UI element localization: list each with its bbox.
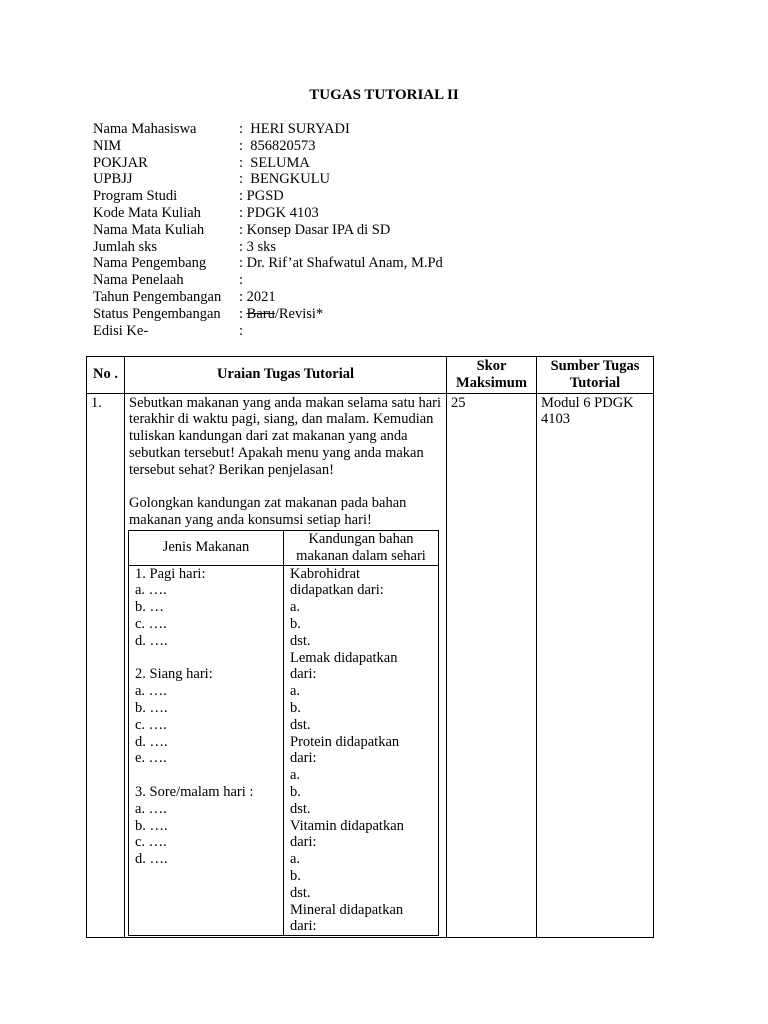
header-sumber: Sumber Tugas Tutorial [537,357,654,394]
food-content-line: a. [290,683,301,700]
food-content-line: dst. [290,716,311,733]
header-no: No . [87,357,125,394]
info-label: Jumlah sks [93,238,158,255]
info-separator: : [239,171,251,188]
info-label: Tahun Pengembangan [93,288,222,305]
info-value: 856820573 [250,137,316,154]
food-type-line: c. …. [135,834,167,851]
info-separator: : [239,305,247,322]
table-header-row [87,357,654,394]
task-paragraph-1: Sebutkan makanan yang anda makan selama satu hari terakhir di waktu pagi, siang, dan malam. Kemudian tuliskan kandungan dari zat makanan yang anda sebutkan tersebut! Apakah menu yang anda makan tersebut sehat? Berikan penjelasan! [129,394,442,478]
student-info-block [93,121,443,339]
header-skor: Skor Maksimum [447,357,537,394]
task-paragraph-2: Golongkan kandungan zat makanan pada bahan makanan yang anda konsumsi setiap hari! [129,495,407,529]
food-type-line: d. …. [135,851,168,868]
info-value: 3 sks [246,238,277,255]
info-separator: : [239,255,247,272]
info-value: HERI SURYADI [250,121,350,137]
info-label: Status Pengembangan [93,305,221,322]
row-source: Modul 6 PDGK 4103 [537,393,654,938]
food-content-line: dst. [290,884,311,901]
food-type-line [135,767,277,784]
document-title: TUGAS TUTORIAL II [309,87,459,103]
info-label: Nama Mahasiswa [93,121,197,137]
info-row [93,272,443,289]
info-row [93,121,443,138]
food-type-line: c. …. [135,716,167,733]
food-type-line: d. …. [135,632,168,649]
info-value-struck: Baru [246,305,275,322]
info-row [93,155,443,172]
info-separator: : [239,272,244,289]
food-type-line: a. …. [135,582,167,599]
info-label: Program Studi [93,188,178,205]
info-value: Konsep Dasar IPA di SD [246,221,391,238]
info-row [93,239,443,256]
info-row [93,188,443,205]
food-type-line: 1. Pagi hari: [135,565,206,582]
info-label: POKJAR [93,154,148,171]
info-separator: : [239,154,251,171]
info-value: Dr. Rif’at Shafwatul Anam, M.Pd [246,255,443,272]
info-label: Nama Pengembang [93,255,207,272]
food-type-line [135,650,277,667]
header-uraian: Uraian Tugas Tutorial [125,357,447,394]
info-separator: : [239,238,247,255]
info-label: Edisi Ke- [93,322,149,339]
info-value: /Revisi* [274,305,324,322]
food-type-line: a. …. [135,683,167,700]
food-content-line: dari: [290,834,317,851]
info-separator: : [239,188,247,205]
info-value: SELUMA [250,154,310,171]
info-value: PGSD [246,188,284,205]
food-type-line: d. …. [135,733,168,750]
info-row [93,306,443,323]
food-type-list [129,565,284,936]
tutorial-task-table [86,356,654,938]
info-label: Nama Mata Kuliah [93,221,205,238]
info-value: 2021 [246,288,276,305]
food-content-line: a. [290,767,301,784]
info-row [93,222,443,239]
info-separator: : [239,137,251,154]
food-type-line: 2. Siang hari: [135,666,213,683]
food-type-line: c. …. [135,615,167,632]
info-separator: : [239,221,247,238]
info-label: UPBJJ [93,171,133,188]
food-content-line: a. [290,599,301,616]
inner-header-kandungan: Kandungan bahan makanan dalam sehari [284,530,439,565]
info-row [93,205,443,222]
info-value: BENGKULU [250,171,331,188]
row-max-score: 25 [447,393,537,938]
food-content-line: dst. [290,800,311,817]
food-type-line: a. …. [135,800,167,817]
info-row [93,138,443,155]
food-content-line: b. [290,615,301,632]
food-content-line: dst. [290,632,311,649]
food-content-line: dari: [290,918,317,935]
info-label: NIM [93,137,122,154]
food-content-line: Kabrohidrat [290,565,361,582]
info-value: PDGK 4103 [246,204,319,221]
food-content-list [284,565,439,936]
info-row [93,255,443,272]
row-task-description [125,393,447,938]
food-content-line: dari: [290,666,317,683]
info-row [93,289,443,306]
food-content-line: Mineral didapatkan [290,901,404,918]
food-content-line: b. [290,783,301,800]
info-row [93,171,443,188]
food-content-line: Vitamin didapatkan [290,817,404,834]
table-row [87,393,654,938]
row-number: 1. [87,393,125,938]
inner-header-jenis: Jenis Makanan [129,530,284,565]
info-separator: : [239,288,247,305]
info-label: Nama Penelaah [93,272,184,289]
info-label: Kode Mata Kuliah [93,204,201,221]
food-content-line: Protein didapatkan [290,733,400,750]
food-type-line: 3. Sore/malam hari : [135,783,254,800]
info-separator: : [239,121,251,137]
food-type-line: b. … [135,599,164,616]
food-type-line: b. …. [135,817,168,834]
food-type-line: b. …. [135,699,168,716]
food-content-line: dari: [290,750,317,767]
food-content-line: a. [290,851,301,868]
info-separator: : [239,322,244,339]
info-row [93,323,443,340]
food-classification-table [128,530,439,936]
food-content-line: b. [290,867,301,884]
food-type-line: e. …. [135,750,167,767]
food-content-line: Lemak didapatkan [290,649,398,666]
food-content-line: b. [290,699,301,716]
info-separator: : [239,204,247,221]
food-content-line: didapatkan dari: [290,582,384,599]
